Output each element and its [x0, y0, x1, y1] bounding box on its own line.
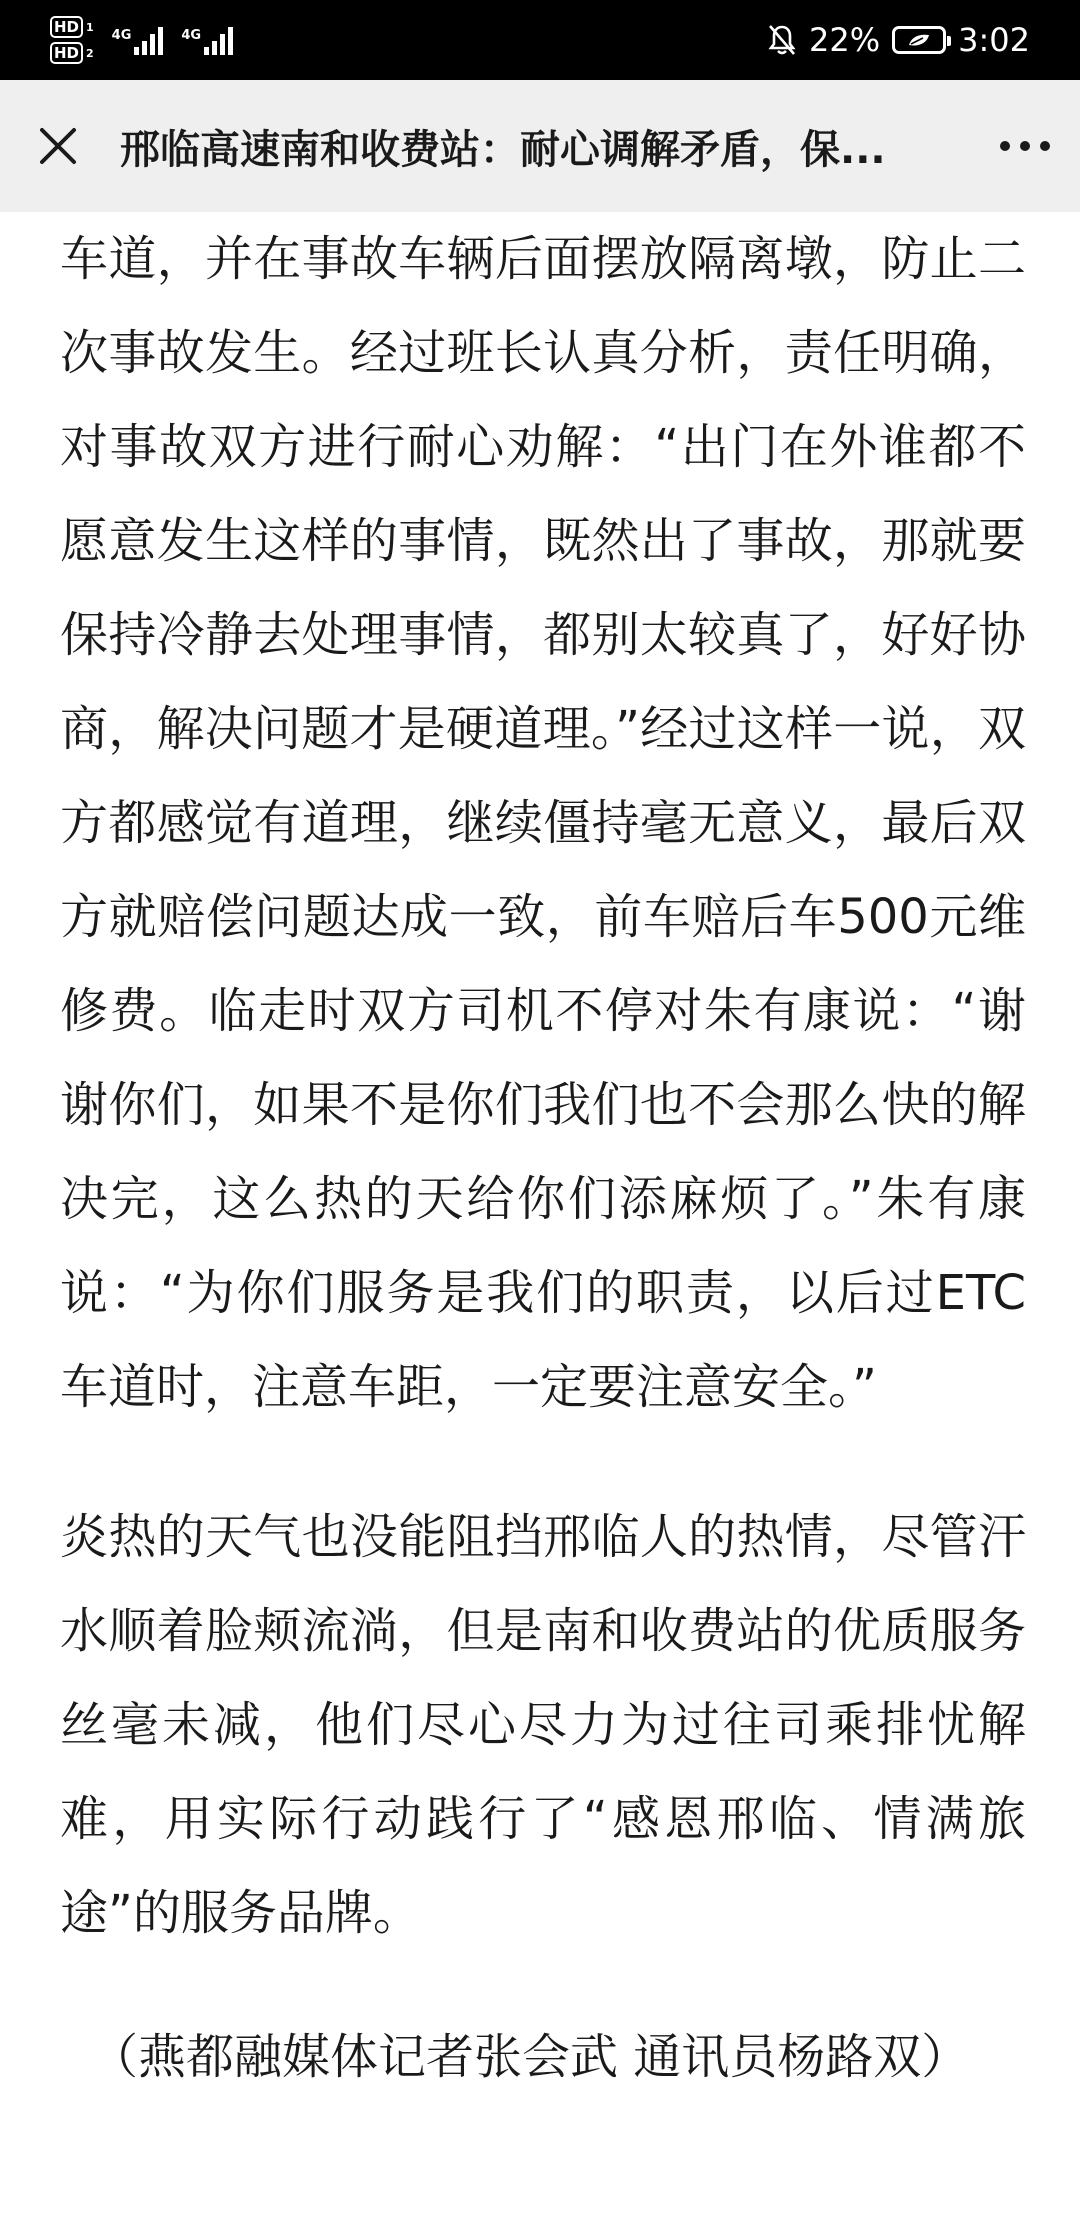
hd-sub-2: 2: [86, 46, 94, 60]
article-credit: （燕都融媒体记者张会武 通讯员杨路双）: [90, 2029, 970, 2085]
hd-indicator-2: [50, 42, 94, 64]
status-right: [767, 21, 1030, 59]
hd-badge-1: HD: [50, 16, 83, 38]
hd-indicators: [50, 16, 94, 64]
article-paragraph: 炎热的天气也没能阻挡邢临人的热情，尽管汗水顺着脸颊流淌，但是南和收费站的优质服务丝毫未减，他们尽心尽力为过往司乘排忧解难，用实际行动践行了“感恩邢临、情满旅途”的服务品牌。: [60, 1509, 1026, 1941]
clock: 3:02: [958, 21, 1030, 59]
battery-percent: 22%: [809, 21, 881, 59]
title-bar: [0, 80, 1080, 212]
bell-mute-icon: [767, 24, 797, 56]
hd-sub-1: 1: [86, 20, 94, 34]
network-label-1: 4G: [111, 28, 132, 43]
close-button[interactable]: [36, 124, 80, 168]
signal-icon: [134, 25, 163, 55]
leaf-icon: [906, 32, 932, 48]
status-bar: [0, 0, 1080, 80]
more-button[interactable]: [990, 124, 1050, 168]
page-title: 邢临高速南和收费站：耐心调解矛盾，保...: [120, 126, 886, 173]
signal-icon: [204, 25, 233, 55]
network-label-2: 4G: [181, 28, 202, 43]
hd-indicator-1: [50, 16, 94, 38]
more-icon: [1020, 141, 1030, 151]
status-left: [50, 16, 233, 64]
article-body: [60, 212, 1026, 2104]
more-icon: [1040, 141, 1050, 151]
battery-icon: [892, 26, 946, 54]
close-icon: [38, 126, 78, 166]
sim2-signal: [181, 25, 233, 55]
hd-badge-2: HD: [50, 42, 83, 64]
more-icon: [1000, 141, 1010, 151]
article-paragraph: 车道，并在事故车辆后面摆放隔离墩，防止二次事故发生。经过班长认真分析，责任明确，对事故双方进行耐心劝解：“出门在外谁都不愿意发生这样的事情，既然出了事故，那就要保持冷静去处理事情，都别太较真了，好好协商，解决问题才是硬道理。”经过这样一说，双方都感觉有道理，继续僵持毫无意义，最后双方就赔偿问题达成一致，前车赔后车500元维修费。临走时双方司机不停对朱有康说：“谢谢你们，如果不是你们我们也不会那么快的解决完，这么热的天给你们添麻烦了。”朱有康说：“为你们服务是我们的职责，以后过ETC车道时，注意车距，一定要注意安全。”: [60, 231, 1026, 1415]
sim1-signal: [112, 25, 164, 55]
